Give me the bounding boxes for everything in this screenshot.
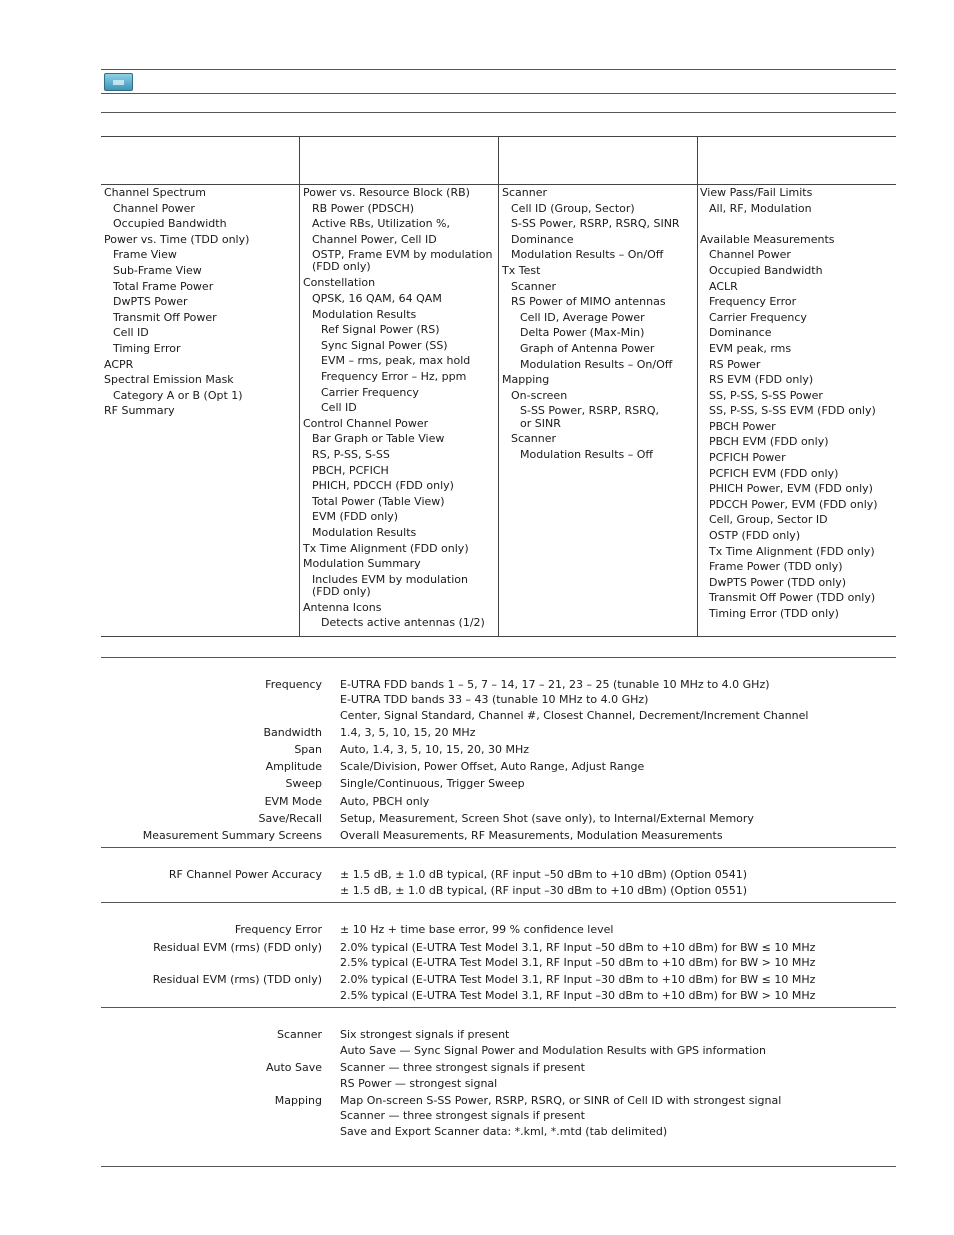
measurement-item: PBCH, PCFICH (312, 464, 389, 477)
measurement-item: Includes EVM by modulation (312, 573, 468, 586)
spec-value: Overall Measurements, RF Measurements, Modulation Measurements (340, 829, 723, 842)
measurement-item: Modulation Results (312, 308, 417, 321)
measurement-item: Cell ID, Average Power (520, 311, 645, 324)
measurement-item: Ref Signal Power (RS) (321, 323, 440, 336)
measurement-item: Occupied Bandwidth (113, 217, 227, 230)
measurement-item: Modulation Results – Off (520, 448, 653, 461)
spec-value: Auto, 1.4, 3, 5, 10, 15, 20, 30 MHz (340, 743, 530, 756)
spec-label: EVM Mode (264, 795, 322, 808)
measurement-item: Transmit Off Power (TDD only) (709, 591, 876, 604)
column-header (101, 137, 300, 185)
measurement-item: Bar Graph or Table View (312, 432, 445, 445)
measurement-item: Scanner (511, 432, 557, 445)
spec-value: Scanner — three strongest signals if present (340, 1109, 585, 1122)
measurement-item: Mapping (502, 373, 550, 386)
spec-value: 2.0% typical (E-UTRA Test Model 3.1, RF Input –50 dBm to +10 dBm) for BW ≤ 10 MHz (340, 941, 816, 954)
spec-label: Frequency (265, 678, 322, 691)
spec-value: 2.5% typical (E-UTRA Test Model 3.1, RF Input –50 dBm to +10 dBm) for BW > 10 MHz (340, 956, 816, 969)
measurement-item: Modulation Summary (303, 557, 421, 570)
measurement-item: PCFICH Power (709, 451, 786, 464)
measurement-item: View Pass/Fail Limits (700, 186, 813, 199)
measurement-item: OSTP, Frame EVM by modulation (312, 248, 493, 261)
spec-label: Save/Recall (258, 812, 322, 825)
measurement-item: RF Summary (104, 404, 175, 417)
measurement-item: Cell ID (113, 326, 149, 339)
measurement-item: PBCH EVM (FDD only) (709, 435, 829, 448)
measurement-item: Channel Power (113, 202, 195, 215)
measurement-item: Dominance (511, 233, 574, 246)
spec-value: Scale/Division, Power Offset, Auto Range, Adjust Range (340, 760, 645, 773)
spec-label: Residual EVM (rms) (TDD only) (152, 973, 322, 986)
spec-value: Map On-screen S-SS Power, RSRP, RSRQ, or SINR of Cell ID with strongest signal (340, 1094, 782, 1107)
spec-value: 2.5% typical (E-UTRA Test Model 3.1, RF Input –30 dBm to +10 dBm) for BW > 10 MHz (340, 989, 816, 1002)
spec-value: Auto Save — Sync Signal Power and Modulation Results with GPS information (340, 1044, 766, 1057)
measurement-item: Channel Power, Cell ID (312, 233, 437, 246)
column-divider (498, 137, 499, 636)
measurement-item: SS, P-SS, S-SS EVM (FDD only) (709, 404, 876, 417)
measurement-item: Sub-Frame View (113, 264, 202, 277)
spec-label: Auto Save (265, 1061, 322, 1074)
measurement-item: RS EVM (FDD only) (709, 373, 814, 386)
measurement-item: Occupied Bandwidth (709, 264, 823, 277)
measurement-item: Timing Error (113, 342, 181, 355)
measurement-item: EVM peak, rms (709, 342, 792, 355)
spec-value: 2.0% typical (E-UTRA Test Model 3.1, RF Input –30 dBm to +10 dBm) for BW ≤ 10 MHz (340, 973, 816, 986)
measurement-item: Cell ID (321, 401, 357, 414)
measurement-item: Total Power (Table View) (312, 495, 445, 508)
measurement-item: Antenna Icons (303, 601, 382, 614)
spec-label: Frequency Error (234, 923, 322, 936)
spec-label: Mapping (274, 1094, 322, 1107)
spec-value: RS Power — strongest signal (340, 1077, 498, 1090)
measurement-item: Frame Power (TDD only) (709, 560, 843, 573)
section-rule (101, 657, 896, 658)
measurement-item: RS, P-SS, S-SS (312, 448, 390, 461)
measurement-item: Carrier Frequency (321, 386, 419, 399)
measurement-item: PHICH Power, EVM (FDD only) (709, 482, 873, 495)
measurement-item: Channel Spectrum (104, 186, 206, 199)
measurement-item: RS Power (709, 358, 761, 371)
measurement-item: or SINR (520, 417, 561, 430)
spec-value: Single/Continuous, Trigger Sweep (340, 777, 525, 790)
spec-value: ± 1.5 dB, ± 1.0 dB typical, (RF input –50 dBm to +10 dBm) (Option 0541) (340, 868, 748, 881)
spec-value: ± 1.5 dB, ± 1.0 dB typical, (RF input –30 dBm to +10 dBm) (Option 0551) (340, 884, 748, 897)
measurement-item: RB Power (PDSCH) (312, 202, 415, 215)
measurement-item: ACLR (709, 280, 738, 293)
measurement-item: SS, P-SS, S-SS Power (709, 389, 823, 402)
product-logo-icon (104, 73, 133, 91)
measurement-item: PHICH, PDCCH (FDD only) (312, 479, 454, 492)
spec-value: ± 10 Hz + time base error, 99 % confidence level (340, 923, 614, 936)
column-divider (697, 137, 698, 636)
header-bottom-rule (101, 93, 896, 94)
column-header (300, 137, 499, 185)
measurement-item: PDCCH Power, EVM (FDD only) (709, 498, 878, 511)
measurement-item: DwPTS Power (113, 295, 188, 308)
measurement-item: Cell, Group, Sector ID (709, 513, 828, 526)
measurement-item: Constellation (303, 276, 376, 289)
measurement-item: EVM – rms, peak, max hold (321, 354, 471, 367)
measurement-item: All, RF, Modulation (709, 202, 812, 215)
spec-label: Sweep (285, 777, 322, 790)
measurement-item: DwPTS Power (TDD only) (709, 576, 847, 589)
section-rule (101, 902, 896, 903)
bottom-rule (101, 1166, 896, 1167)
measurement-item: Detects active antennas (1/2) (321, 616, 485, 629)
measurement-item: (FDD only) (312, 585, 371, 598)
measurement-item: Frequency Error – Hz, ppm (321, 370, 467, 383)
spec-value: Scanner — three strongest signals if present (340, 1061, 585, 1074)
measurement-item: Dominance (709, 326, 772, 339)
spec-value: Center, Signal Standard, Channel #, Closest Channel, Decrement/Increment Channel (340, 709, 809, 722)
section-title-rule (101, 112, 896, 113)
measurement-item: Control Channel Power (303, 417, 429, 430)
measurement-item: Modulation Results – On/Off (520, 358, 673, 371)
spec-value: 1.4, 3, 5, 10, 15, 20 MHz (340, 726, 476, 739)
measurement-item: Sync Signal Power (SS) (321, 339, 448, 352)
column-header (698, 137, 896, 185)
measurement-item: Total Frame Power (113, 280, 214, 293)
spec-label: Span (294, 743, 322, 756)
spec-label: Scanner (276, 1028, 322, 1041)
measurement-item: Modulation Results – On/Off (511, 248, 664, 261)
measurement-item: Tx Time Alignment (FDD only) (709, 545, 875, 558)
measurement-item: Power vs. Resource Block (RB) (303, 186, 470, 199)
measurement-item: S-SS Power, RSRP, RSRQ, (520, 404, 659, 417)
measurement-item: Channel Power (709, 248, 791, 261)
measurement-item: Delta Power (Max-Min) (520, 326, 645, 339)
measurement-item: PBCH Power (709, 420, 776, 433)
measurement-item: Scanner (511, 280, 557, 293)
measurement-item: On-screen (511, 389, 568, 402)
measurement-item: Cell ID (Group, Sector) (511, 202, 635, 215)
spec-value: Six strongest signals if present (340, 1028, 510, 1041)
top-rule (101, 69, 896, 70)
measurement-item: Spectral Emission Mask (104, 373, 234, 386)
measurement-item: Category A or B (Opt 1) (113, 389, 243, 402)
measurement-item: Modulation Results (312, 526, 417, 539)
measurement-item: Scanner (502, 186, 548, 199)
measurement-item: Carrier Frequency (709, 311, 807, 324)
measurement-item: Available Measurements (700, 233, 835, 246)
spec-value: Save and Export Scanner data: *.kml, *.mtd (tab delimited) (340, 1125, 668, 1138)
measurement-item: (FDD only) (312, 260, 371, 273)
spec-value: E-UTRA FDD bands 1 – 5, 7 – 14, 17 – 21, 23 – 25 (tunable 10 MHz to 4.0 GHz) (340, 678, 770, 691)
measurement-item: QPSK, 16 QAM, 64 QAM (312, 292, 442, 305)
measurement-item: Active RBs, Utilization %, (312, 217, 450, 230)
spec-value: Setup, Measurement, Screen Shot (save only), to Internal/External Memory (340, 812, 754, 825)
spec-value: E-UTRA TDD bands 33 – 43 (tunable 10 MHz to 4.0 GHz) (340, 693, 649, 706)
measurement-item: Frame View (113, 248, 177, 261)
column-divider (299, 137, 300, 636)
measurement-item: S-SS Power, RSRP, RSRQ, SINR (511, 217, 680, 230)
spec-value: Auto, PBCH only (340, 795, 430, 808)
measurement-item: ACPR (104, 358, 134, 371)
measurement-item: Tx Test (502, 264, 541, 277)
measurement-item: Graph of Antenna Power (520, 342, 655, 355)
measurement-item: RS Power of MIMO antennas (511, 295, 666, 308)
spec-label: Measurement Summary Screens (142, 829, 322, 842)
measurement-item: Transmit Off Power (113, 311, 217, 324)
spec-label: Amplitude (265, 760, 322, 773)
measurement-item: OSTP (FDD only) (709, 529, 801, 542)
section-rule (101, 1007, 896, 1008)
spec-label: Residual EVM (rms) (FDD only) (153, 941, 322, 954)
measurement-item: Frequency Error (709, 295, 797, 308)
spec-label: Bandwidth (263, 726, 322, 739)
measurement-item: Power vs. Time (TDD only) (104, 233, 250, 246)
measurement-item: Tx Time Alignment (FDD only) (303, 542, 469, 555)
column-header (499, 137, 698, 185)
measurement-item: EVM (FDD only) (312, 510, 399, 523)
section-rule (101, 847, 896, 848)
spec-label: RF Channel Power Accuracy (168, 868, 322, 881)
measurement-item: PCFICH EVM (FDD only) (709, 467, 839, 480)
measurement-item: Timing Error (TDD only) (709, 607, 839, 620)
